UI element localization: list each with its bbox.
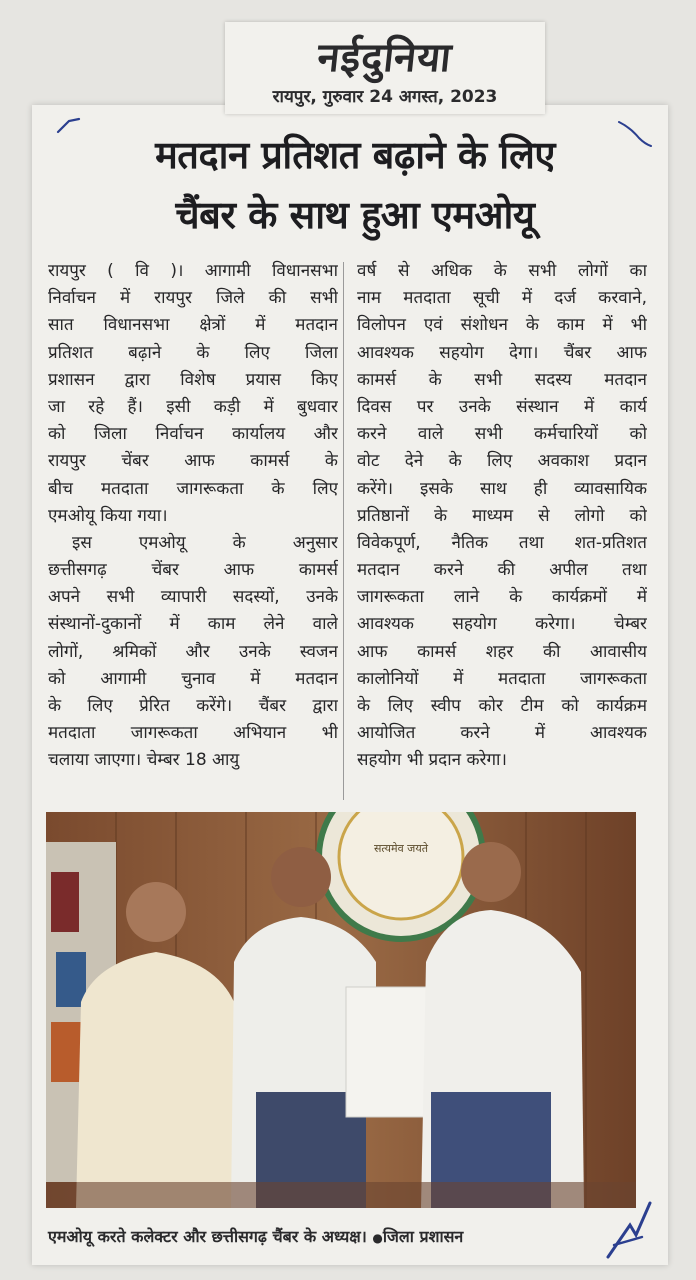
article-text-line: अपने सभी व्यापारी सदस्यों, उनके (48, 587, 338, 608)
article-text-line: वर्ष से अधिक के सभी लोगों का (357, 261, 647, 281)
edition-date: रायपुर, गुरुवार 24 अगस्त, 2023 (272, 87, 498, 107)
article-column-right (357, 258, 647, 775)
article-text-line: मतदाता जागरूकता अभियान भी (48, 723, 338, 744)
article-text-line: करने वाले सभी कर्मचारियों को (357, 424, 647, 445)
caption-text: एमओयू करते कलेक्टर और छत्तीसगढ़ चैंबर के अध्यक्ष। (48, 1227, 367, 1246)
article-text-line: प्रशासन द्वारा विशेष प्रयास किए (48, 369, 338, 390)
article-text-line: सात विधानसभा क्षेत्रों में मतदान (48, 315, 338, 336)
bullet-icon: ● (372, 1231, 383, 1245)
caption-credit: जिला प्रशासन (382, 1227, 464, 1246)
article-text-line: को जिला निर्वाचन कार्यालय और (48, 424, 338, 445)
article-text-line: आफ कामर्स शहर की आवासीय (357, 641, 647, 662)
article-column-left (48, 258, 338, 775)
article-text-line: आयोजित करने में आवश्यक (357, 723, 647, 744)
headline-line-1: मतदान प्रतिशत बढ़ाने के लिए (155, 133, 555, 177)
article-text-line: रायपुर चेंबर आफ कामर्स के (48, 451, 338, 472)
article-text-line: विलोपन एवं संशोधन के काम में भी (357, 315, 647, 336)
article-text-line: चलाया जाएगा। चेम्बर 18 आयु (48, 750, 240, 771)
article-text-line: रायपुर ( वि )। आगामी विधानसभा (48, 261, 338, 281)
news-photo (46, 812, 636, 1208)
headline-line-2: चैंबर के साथ हुआ एमओयू (175, 193, 535, 237)
article-text-line: सहयोग भी प्रदान करेगा। (357, 750, 507, 771)
article-text-line: छत्तीसगढ़ चेंबर आफ कामर्स (48, 560, 338, 581)
article-text-line: नाम मतदाता सूची में दर्ज करवाने, (357, 288, 647, 309)
pen-mark-icon (600, 1195, 660, 1265)
article-text-line: जागरूकता लाने के कार्यक्रमों में (357, 587, 647, 608)
column-divider (343, 262, 344, 800)
article-text-line: निर्वाचन में रायपुर जिले की सभी (48, 288, 338, 309)
masthead (225, 22, 545, 114)
article-text-line: आवश्यक सहयोग करेगा। चेम्बर (357, 614, 647, 635)
article-text-line: विवेकपूर्ण, नैतिक तथा शत-प्रतिशत (357, 532, 647, 553)
article-text-line: प्रतिशत बढ़ाने के लिए जिला (48, 342, 338, 363)
article-text-line: के लिए स्वीप कोर टीम को कार्यक्रम (357, 696, 647, 716)
article-text-line: को आगामी चुनाव में मतदान (48, 668, 338, 689)
article-text-line: कामर्स के सभी सदस्य मतदान (357, 369, 647, 390)
article-text-line: दिवस पर उनके संस्थान में कार्य (357, 396, 647, 417)
article-text-line: एमओयू किया गया। (48, 505, 168, 526)
article-text-line: वोट देने के लिए अवकाश प्रदान (357, 451, 647, 472)
article-text-line: मतदान करने की अपील तथा (357, 560, 647, 581)
article-text-line: लोगों, श्रमिकों और उनके स्वजन (48, 641, 338, 662)
article-text-line: के लिए प्रेरित करेंगे। चैंबर द्वारा (48, 696, 338, 716)
article-text-line: करेंगे। इसके साथ ही व्यावसायिक (357, 478, 647, 499)
article-text-line: कालोनियों में मतदाता जागरूकता (357, 668, 647, 689)
article-text-line: इस एमओयू के अनुसार (72, 532, 338, 553)
seal-text: सत्यमेव जयते (373, 842, 429, 855)
article-text-line: प्रतिष्ठानों के माध्यम से लोगो को (357, 505, 647, 526)
article-text-line: संस्थानों-दुकानों में काम लेने वाले (48, 614, 338, 635)
article-text-line: बीच मतदाता जागरूकता के लिए (48, 478, 338, 499)
article-text-line: आवश्यक सहयोग देगा। चैंबर आफ (357, 342, 647, 363)
article-text-line: जा रहे हैं। इसी कड़ी में बुधवार (48, 396, 338, 417)
newspaper-name: नईदुनिया (315, 35, 455, 81)
photo-caption (48, 1222, 608, 1252)
photo-icon (46, 812, 636, 1208)
